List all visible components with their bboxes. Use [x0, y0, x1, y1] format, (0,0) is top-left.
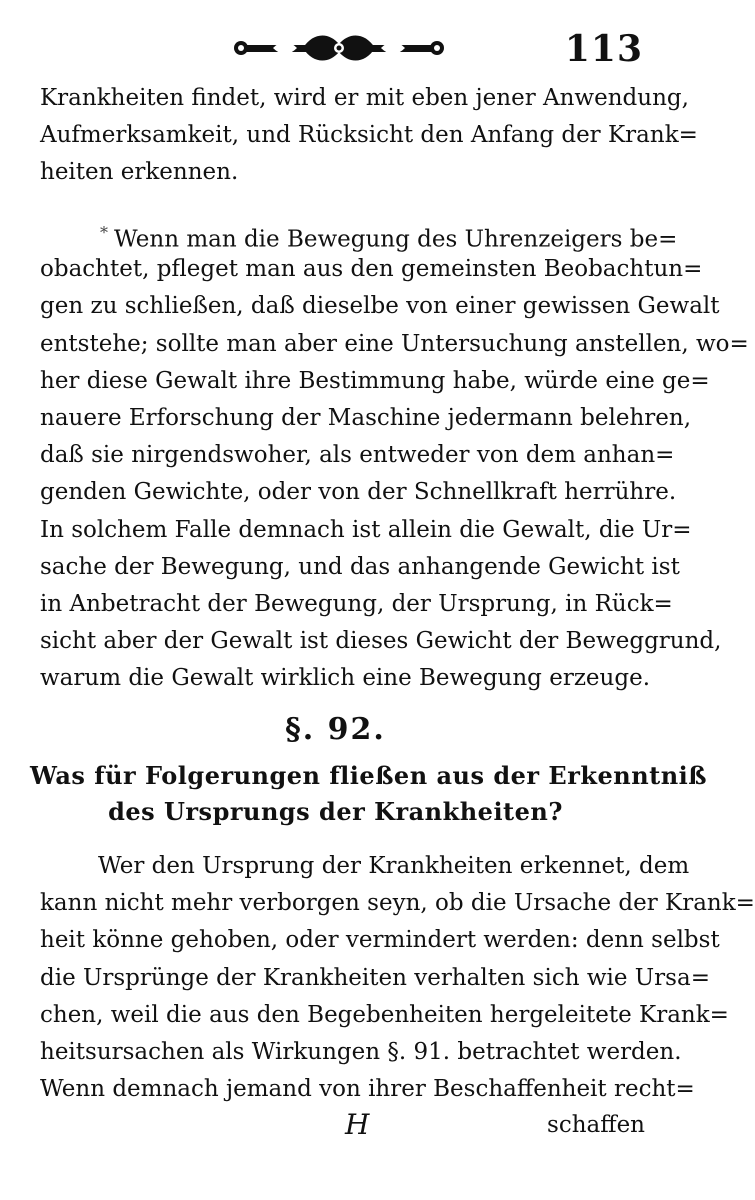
section-title [30, 758, 708, 830]
text-line: gen zu schließen, daß dieselbe von einer gewissen Gewalt [40, 293, 720, 320]
text-line: kann nicht mehr verborgen seyn, ob die Ursache der Krank= [40, 890, 755, 917]
text-line: Wer den Ursprung der Krankheiten erkennet, dem [98, 853, 690, 879]
text-line: warum die Gewalt wirklich eine Bewegung erzeuge. [40, 665, 651, 692]
text-line: Wenn demnach jemand von ihrer Beschaffenheit recht= [40, 1076, 695, 1103]
section-title-line: des Ursprungs der Krankheiten? [108, 797, 563, 826]
text-line: her diese Gewalt ihre Bestimmung habe, würde eine ge= [40, 367, 710, 394]
footnote-paragraph [40, 214, 749, 697]
text-line: chen, weil die aus den Begebenheiten hergeleitete Krank= [40, 1001, 729, 1028]
footnote-mark: * [100, 223, 108, 242]
page-footer [0, 1108, 671, 1148]
page-header [0, 20, 671, 70]
text-line [40, 214, 678, 253]
text-line: heitsursachen als Wirkungen §. 91. betrachtet werden. [40, 1038, 682, 1065]
fleuron-ornament-icon [233, 28, 445, 68]
text-line: sicht aber der Gewalt ist dieses Gewicht der Beweggrund, [40, 628, 722, 655]
text-line: In solchem Falle demnach ist allein die Gewalt, die Ur= [40, 516, 692, 543]
text-line: entstehe; sollte man aber eine Untersuchung anstellen, wo= [40, 330, 749, 357]
paragraph-continuation [40, 80, 698, 192]
text-line: obachtet, pfleget man aus den gemeinsten Beobachtun= [40, 256, 703, 283]
section-number: §. 92. [285, 712, 386, 747]
text-line-content: Wenn man die Bewegung des Uhrenzeigers be= [114, 226, 678, 253]
text-line: in Anbetracht der Bewegung, der Ursprung, in Rück= [40, 590, 673, 617]
section-paragraph [40, 848, 755, 1108]
catchword: schaffen [547, 1112, 645, 1138]
signature-mark: H [345, 1108, 370, 1141]
text-line: heiten erkennen. [40, 159, 239, 186]
text-line: genden Gewichte, oder von der Schnellkraft herrühre. [40, 479, 677, 506]
text-line: heit könne gehoben, oder vermindert werden: denn selbst [40, 927, 720, 954]
page-number: 113 [564, 28, 643, 70]
text-line: daß sie nirgendswoher, als entweder von dem anhan= [40, 442, 675, 469]
text-line: Aufmerksamkeit, und Rücksicht den Anfang der Krank= [40, 122, 698, 149]
text-line: die Ursprünge der Krankheiten verhalten sich wie Ursa= [40, 964, 710, 991]
text-line: Krankheiten findet, wird er mit eben jener Anwendung, [40, 85, 689, 111]
text-line: nauere Erforschung der Maschine jedermann belehren, [40, 404, 692, 431]
section-title-line: Was für Folgerungen fließen aus der Erkenntniß [30, 761, 708, 790]
text-line: sache der Bewegung, und das anhangende Gewicht ist [40, 553, 680, 580]
